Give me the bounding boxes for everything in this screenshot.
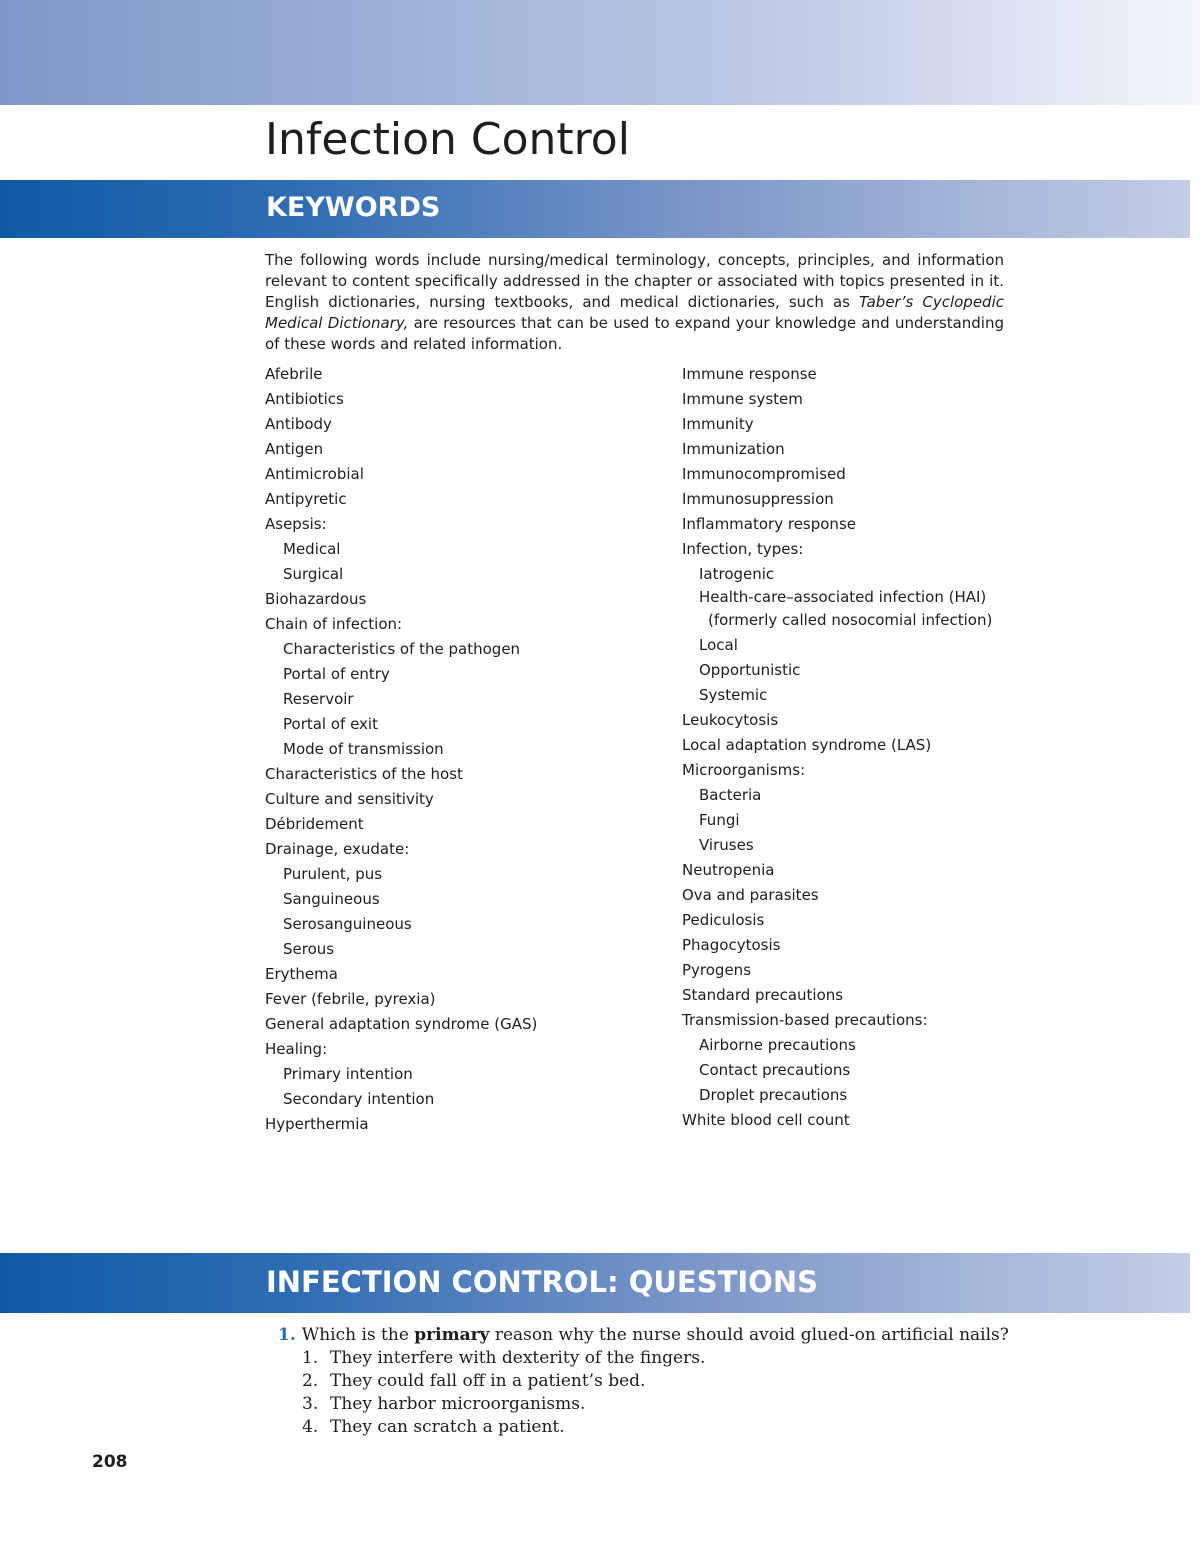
chapter-title: Infection Control — [265, 114, 630, 165]
question-stem-emphasis: primary — [414, 1325, 490, 1345]
keyword-item: Transmission-based precautions: — [682, 1011, 928, 1029]
keyword-subitem: Airborne precautions — [699, 1036, 856, 1054]
keyword-subitem: Mode of transmission — [283, 740, 444, 758]
answer-option[interactable] — [278, 1416, 1009, 1439]
keyword-subitem: Medical — [283, 540, 341, 558]
page-number: 208 — [92, 1452, 128, 1472]
keyword-item: Phagocytosis — [682, 936, 781, 954]
option-text: They could fall off in a patient’s bed. — [330, 1371, 646, 1391]
keyword-item: Débridement — [265, 815, 364, 833]
keyword-subitem: Characteristics of the pathogen — [283, 640, 521, 658]
keyword-item: White blood cell count — [682, 1111, 850, 1129]
keyword-subitem: Sanguineous — [283, 890, 380, 908]
keyword-subitem: Viruses — [699, 836, 754, 854]
option-text: They harbor microorganisms. — [330, 1394, 586, 1414]
keyword-subitem-continuation: (formerly called nosocomial infection) — [708, 611, 993, 629]
keyword-item: General adaptation syndrome (GAS) — [265, 1015, 538, 1033]
keyword-item: Immune response — [682, 365, 817, 383]
keyword-item: Immunocompromised — [682, 465, 846, 483]
keyword-item: Inflammatory response — [682, 515, 856, 533]
keyword-item: Antipyretic — [265, 490, 347, 508]
question-number: 1. — [278, 1325, 296, 1345]
keyword-item: Immunization — [682, 440, 785, 458]
keyword-item: Infection, types: — [682, 540, 804, 558]
keyword-subitem: Contact precautions — [699, 1061, 851, 1079]
questions-heading: INFECTION CONTROL: QUESTIONS — [266, 1265, 818, 1299]
header-decorative-band — [0, 0, 1200, 105]
keywords-heading: KEYWORDS — [266, 192, 441, 223]
option-number: 2. — [302, 1371, 319, 1391]
keyword-subitem: Systemic — [699, 686, 768, 704]
keyword-item: Antimicrobial — [265, 465, 364, 483]
keyword-item: Drainage, exudate: — [265, 840, 410, 858]
intro-text-start: The following words include nursing/medical terminology, concepts, principles, and information relevant to content specifically addressed in the chapter or associated with topics presented in it. English dictionaries, nursing textbooks, and medical dictionaries, such as — [265, 251, 1004, 311]
question-stem-start: Which is the — [301, 1325, 415, 1345]
keyword-item: Afebrile — [265, 365, 323, 383]
keyword-subitem: Droplet precautions — [699, 1086, 848, 1104]
keyword-subitem: Reservoir — [283, 690, 354, 708]
option-number: 4. — [302, 1417, 319, 1437]
keyword-item: Local adaptation syndrome (LAS) — [682, 736, 932, 754]
keywords-section-bar — [0, 180, 1190, 238]
keywords-column-left — [265, 362, 665, 1137]
keyword-item: Erythema — [265, 965, 338, 983]
keyword-item: Fever (febrile, pyrexia) — [265, 990, 436, 1008]
keyword-subitem: Health-care–associated infection (HAI) — [699, 588, 987, 606]
keyword-item: Healing: — [265, 1040, 328, 1058]
keyword-item: Pyrogens — [682, 961, 752, 979]
keyword-item: Leukocytosis — [682, 711, 779, 729]
answer-option[interactable] — [278, 1370, 1009, 1393]
keyword-item: Pediculosis — [682, 911, 765, 929]
keyword-item: Neutropenia — [682, 861, 775, 879]
keywords-column-right — [682, 362, 1102, 1133]
keyword-subitem: Portal of exit — [283, 715, 378, 733]
keywords-intro-paragraph — [265, 250, 1004, 355]
keyword-item: Chain of infection: — [265, 615, 403, 633]
keyword-subitem: Primary intention — [283, 1065, 413, 1083]
question-stem-end: reason why the nurse should avoid glued-on artificial nails? — [489, 1325, 1009, 1345]
question-stem — [278, 1323, 1009, 1347]
keyword-subitem: Opportunistic — [699, 661, 801, 679]
keyword-item: Hyperthermia — [265, 1115, 369, 1133]
keyword-subitem: Surgical — [283, 565, 344, 583]
keyword-item: Standard precautions — [682, 986, 844, 1004]
intro-dictionary-title: Taber’s Cyclopedic Medical Dictionary, — [265, 293, 1004, 332]
keyword-item: Culture and sensitivity — [265, 790, 434, 808]
keyword-item: Biohazardous — [265, 590, 367, 608]
keyword-subitem: Secondary intention — [283, 1090, 435, 1108]
keyword-item: Asepsis: — [265, 515, 327, 533]
keyword-item: Antibiotics — [265, 390, 344, 408]
keyword-subitem: Bacteria — [699, 786, 762, 804]
keyword-item: Antigen — [265, 440, 324, 458]
keyword-item: Ova and parasites — [682, 886, 819, 904]
keyword-item: Microorganisms: — [682, 761, 806, 779]
question-1 — [278, 1323, 1009, 1439]
keyword-subitem: Purulent, pus — [283, 865, 383, 883]
option-text: They interfere with dexterity of the fingers. — [330, 1348, 706, 1368]
keyword-subitem: Serous — [283, 940, 335, 958]
keyword-subitem: Fungi — [699, 811, 740, 829]
answer-option[interactable] — [278, 1347, 1009, 1370]
keyword-subitem: Iatrogenic — [699, 565, 775, 583]
keyword-subitem: Local — [699, 636, 738, 654]
keyword-item: Antibody — [265, 415, 332, 433]
intro-text-end: are resources that can be used to expand your knowledge and understanding of these words and related information. — [265, 314, 1004, 353]
keyword-item: Immune system — [682, 390, 803, 408]
keyword-subitem: Serosanguineous — [283, 915, 412, 933]
option-text: They can scratch a patient. — [330, 1417, 565, 1437]
keyword-item: Immunosuppression — [682, 490, 834, 508]
questions-section-bar — [0, 1253, 1190, 1313]
keyword-item: Characteristics of the host — [265, 765, 463, 783]
option-number: 3. — [302, 1394, 319, 1414]
keyword-subitem: Portal of entry — [283, 665, 390, 683]
keyword-item: Immunity — [682, 415, 754, 433]
option-number: 1. — [302, 1348, 319, 1368]
answer-option[interactable] — [278, 1393, 1009, 1416]
